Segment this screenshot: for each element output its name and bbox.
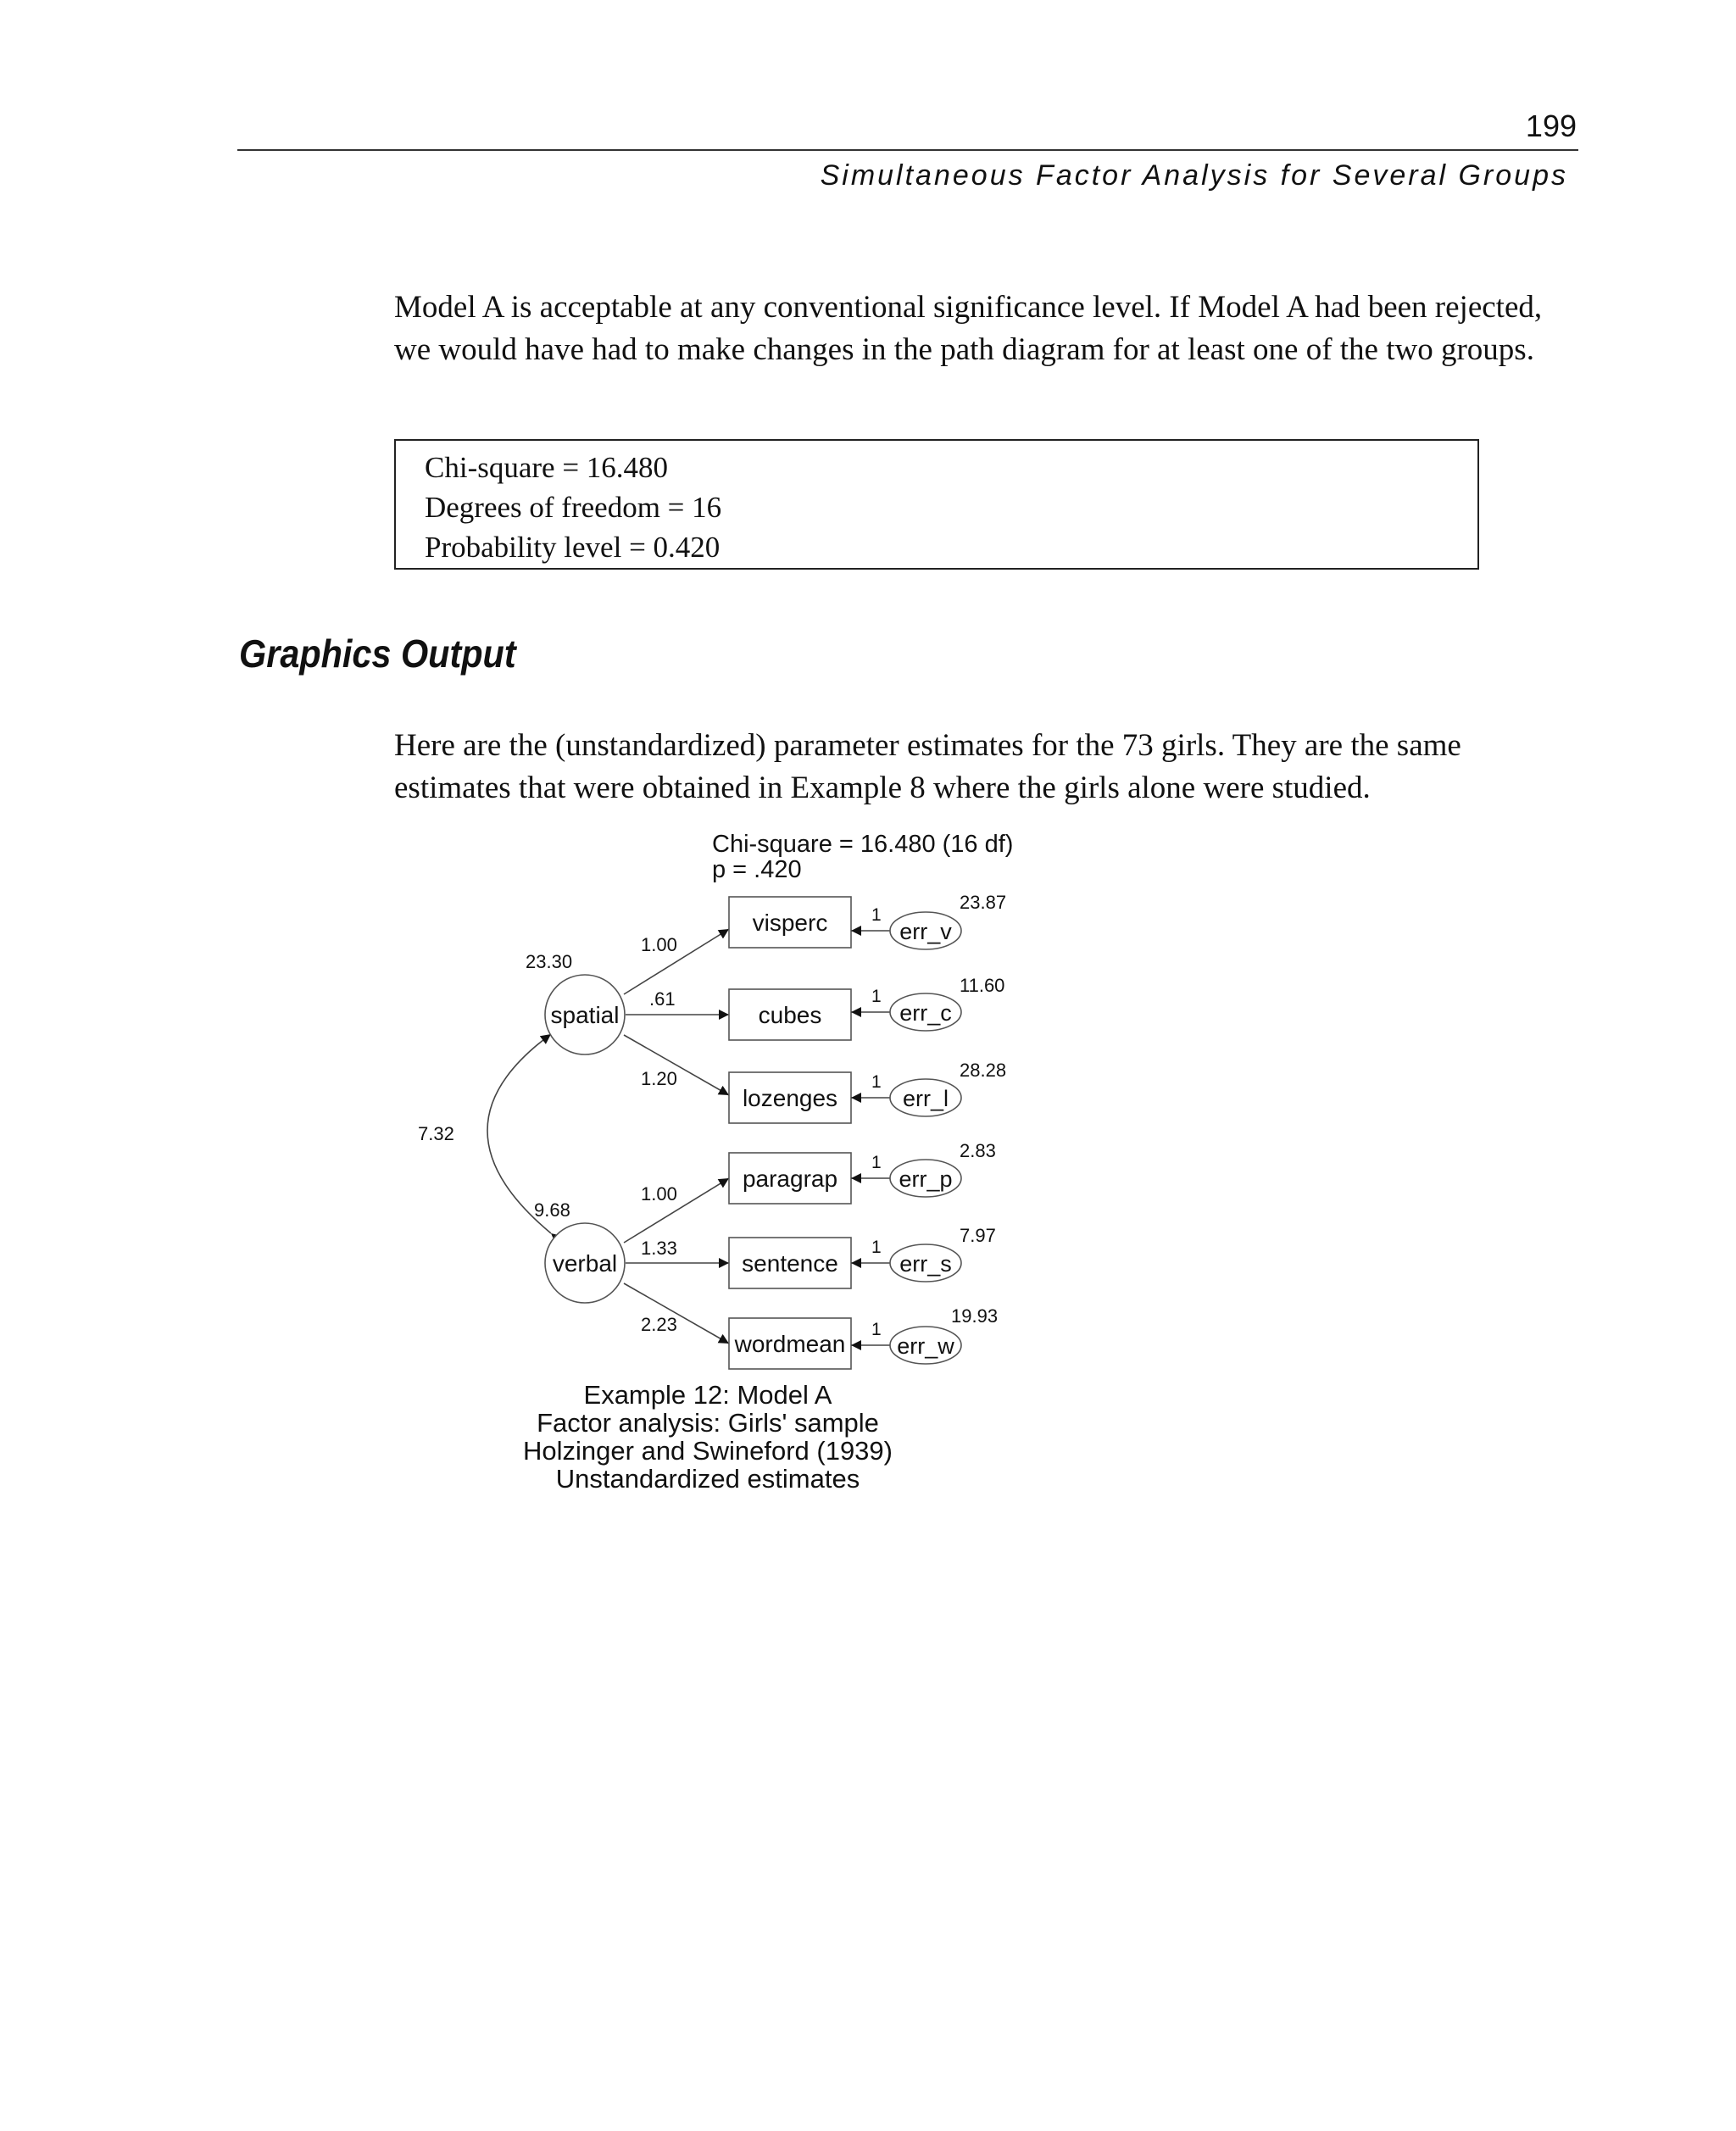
observed-label-sentence: sentence	[742, 1250, 838, 1277]
loading-label-paragrap: 1.00	[641, 1183, 677, 1205]
path-diagram	[398, 822, 1060, 1500]
error-label-err-p: err_p	[899, 1166, 953, 1192]
intro-paragraph: Model A is acceptable at any conventional significance level. If Model A had been rejected, we would have had to make changes in the path diagram for at least one of the two groups.	[394, 290, 1543, 367]
header-rule	[237, 149, 1578, 151]
error-label-err-c: err_c	[899, 1000, 952, 1026]
error-variance-err-s: 7.97	[960, 1225, 996, 1246]
error-label-err-l: err_l	[902, 1086, 949, 1111]
error-label-err-w: err_w	[897, 1333, 954, 1359]
results-box	[394, 439, 1479, 570]
diagram-caption-line: Example 12: Model A	[583, 1380, 832, 1410]
observed-label-wordmean: wordmean	[734, 1331, 846, 1357]
error-variance-err-c: 11.60	[960, 975, 1005, 996]
degrees-of-freedom-line: Degrees of freedom = 16	[425, 491, 722, 524]
error-variance-err-p: 2.83	[960, 1140, 996, 1161]
verbal-factor-label: verbal	[552, 1250, 618, 1277]
error-label-err-s: err_s	[899, 1251, 952, 1277]
observed-label-visperc: visperc	[752, 910, 828, 936]
observed-label-cubes: cubes	[758, 1002, 822, 1028]
diagram-caption-line: Holzinger and Swineford (1939)	[523, 1436, 893, 1466]
error-variance-err-v: 23.87	[960, 892, 1007, 913]
diagram-fit-p-value: p = .420	[712, 856, 802, 883]
observed-label-lozenges: lozenges	[742, 1085, 838, 1111]
error-weight-sentence: 1	[871, 1238, 882, 1257]
error-variance-err-w: 19.93	[951, 1305, 999, 1327]
spatial-factor-label: spatial	[550, 1002, 620, 1028]
diagram-caption-line: Unstandardized estimates	[555, 1464, 860, 1494]
section-paragraph: Here are the (unstandardized) parameter estimates for the 73 girls. They are the same estimates that were obtained in Example 8 where the girls alone were studied.	[394, 728, 1461, 805]
diagram-caption-line: Factor analysis: Girls' sample	[537, 1408, 879, 1438]
error-variance-err-l: 28.28	[960, 1060, 1007, 1081]
probability-level-line: Probability level = 0.420	[425, 531, 721, 564]
observed-label-paragrap: paragrap	[742, 1166, 838, 1192]
error-weight-wordmean: 1	[871, 1320, 882, 1339]
spatial-variance-label: 23.30	[526, 951, 573, 972]
chi-square-line: Chi-square = 16.480	[425, 451, 669, 484]
loading-label-sentence: 1.33	[641, 1238, 677, 1259]
verbal-variance-label: 9.68	[534, 1199, 570, 1221]
error-weight-paragrap: 1	[871, 1153, 882, 1172]
loading-label-lozenges: 1.20	[641, 1068, 677, 1089]
loading-label-cubes: .61	[649, 988, 676, 1010]
error-weight-lozenges: 1	[871, 1072, 882, 1092]
diagram-fit-chi-square: Chi-square = 16.480 (16 df)	[712, 831, 1014, 858]
running-title: Simultaneous Factor Analysis for Several Groups	[820, 159, 1568, 192]
error-label-err-v: err_v	[899, 919, 952, 944]
loading-label-wordmean: 2.23	[641, 1314, 677, 1335]
error-weight-visperc: 1	[871, 905, 882, 925]
error-weight-cubes: 1	[871, 987, 882, 1006]
loading-label-visperc: 1.00	[641, 934, 677, 955]
factor-covariance-label: 7.32	[418, 1123, 454, 1144]
page-number: 199	[1525, 108, 1577, 143]
section-heading: Graphics Output	[239, 632, 516, 676]
